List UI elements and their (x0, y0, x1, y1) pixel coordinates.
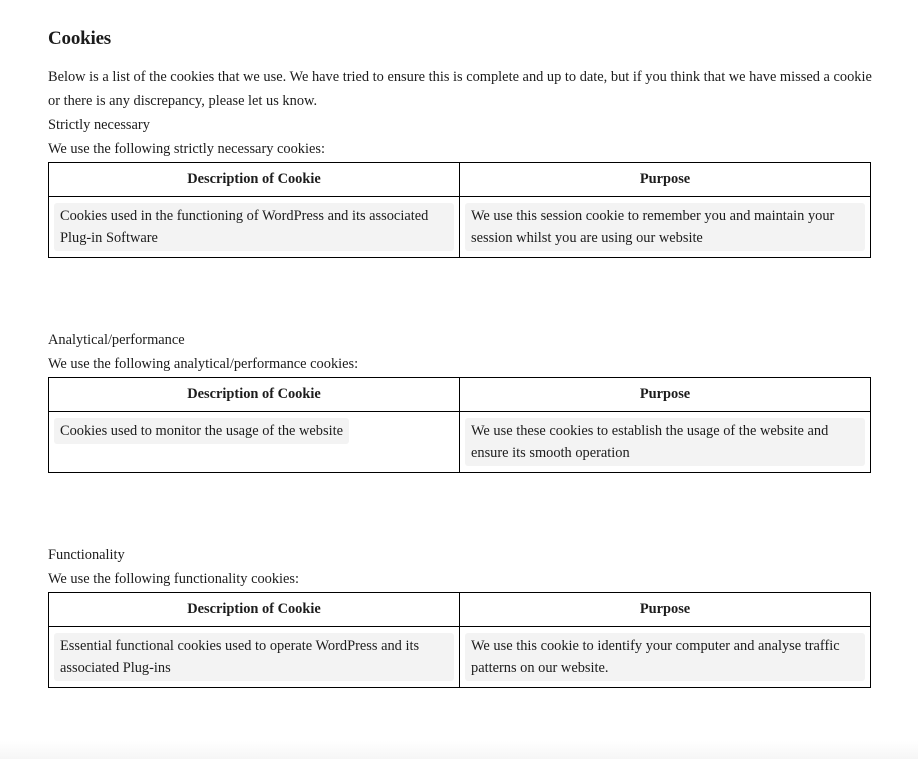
description-text: Cookies used in the functioning of WordPress and its associated Plug-in Software (54, 203, 454, 251)
table-row (49, 197, 871, 258)
description-cell (49, 412, 460, 473)
table-header-row (49, 163, 871, 197)
section-heading: Functionality (48, 547, 125, 563)
description-cell (49, 627, 460, 688)
section-heading: Strictly necessary (48, 117, 150, 133)
cookie-table (48, 377, 871, 473)
purpose-text: We use these cookies to establish the usage of the website and ensure its smooth operation (465, 418, 865, 466)
section-analytical-performance (48, 328, 870, 473)
cookie-table (48, 162, 871, 258)
section-heading: Analytical/performance (48, 332, 185, 348)
section-lead: We use the following strictly necessary cookies: (48, 141, 325, 157)
bottom-fade (0, 741, 918, 759)
description-text: Cookies used to monitor the usage of the website (54, 418, 349, 444)
header-description: Description of Cookie (49, 378, 460, 412)
section-strictly-necessary (48, 113, 870, 258)
header-purpose: Purpose (460, 378, 871, 412)
intro-paragraph: Below is a list of the cookies that we use. We have tried to ensure this is complete and up to date, but if you think that we have missed a cookie or there is any discrepancy, please let us know. (48, 69, 872, 109)
section-functionality (48, 543, 870, 688)
header-description: Description of Cookie (49, 593, 460, 627)
description-text: Essential functional cookies used to operate WordPress and its associated Plug-ins (54, 633, 454, 681)
table-row (49, 412, 871, 473)
table-header-row (49, 378, 871, 412)
purpose-cell (460, 197, 871, 258)
section-lead: We use the following functionality cookies: (48, 571, 300, 587)
table-header-row (49, 593, 871, 627)
header-purpose: Purpose (460, 163, 871, 197)
section-lead: We use the following analytical/performance cookies: (48, 356, 359, 372)
cookie-table (48, 592, 871, 688)
header-purpose: Purpose (460, 593, 871, 627)
purpose-cell (460, 412, 871, 473)
purpose-text: We use this session cookie to remember you and maintain your session whilst you are using our website (465, 203, 865, 251)
page-title: Cookies (48, 28, 111, 49)
description-cell (49, 197, 460, 258)
purpose-cell (460, 627, 871, 688)
purpose-text: We use this cookie to identify your computer and analyse traffic patterns on our website. (465, 633, 865, 681)
header-description: Description of Cookie (49, 163, 460, 197)
table-row (49, 627, 871, 688)
